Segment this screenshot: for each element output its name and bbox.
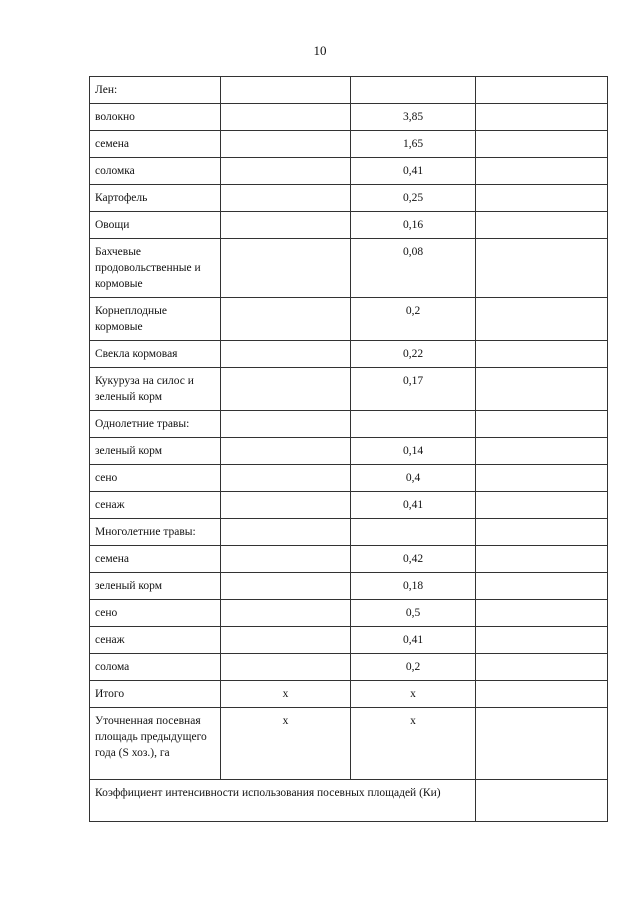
table-row: [90, 438, 608, 465]
table-row: [90, 573, 608, 600]
value-cell-2: [221, 465, 351, 492]
value-cell-2: [221, 600, 351, 627]
value-cell-3: 0,4: [351, 465, 476, 492]
row-label-cell: Уточненная посевная площадь предыдущего года (S хоз.), га: [90, 708, 221, 780]
value-cell-2: [221, 341, 351, 368]
value-cell-3: 0,41: [351, 492, 476, 519]
value-cell-2: [221, 77, 351, 104]
value-cell-2: [221, 573, 351, 600]
row-label-cell: Лен:: [90, 77, 221, 104]
table-row: [90, 600, 608, 627]
row-label-cell: семена: [90, 131, 221, 158]
value-cell-2: [221, 492, 351, 519]
value-cell-4: [476, 158, 608, 185]
value-cell-2: [221, 411, 351, 438]
row-label-cell: Однолетние травы:: [90, 411, 221, 438]
row-label-cell: семена: [90, 546, 221, 573]
table-row: [90, 546, 608, 573]
row-label-cell: Кукуруза на силос и зеленый корм: [90, 368, 221, 411]
coefficient-label-cell: Коэффициент интенсивности использования посевных площадей (Ки): [90, 780, 476, 822]
value-cell-4: [476, 131, 608, 158]
row-label-cell: Корнеплодные кормовые: [90, 298, 221, 341]
table-row: [90, 185, 608, 212]
value-cell-3: 0,41: [351, 158, 476, 185]
row-label-cell: Итого: [90, 681, 221, 708]
row-label-cell: Свекла кормовая: [90, 341, 221, 368]
value-cell-2: [221, 185, 351, 212]
value-cell-3: 0,16: [351, 212, 476, 239]
coefficient-value-cell: [476, 780, 608, 822]
table-body: [90, 77, 608, 822]
value-cell-2: [221, 519, 351, 546]
value-cell-3: 0,17: [351, 368, 476, 411]
table-row: [90, 654, 608, 681]
value-cell-3: [351, 77, 476, 104]
table-row: [90, 627, 608, 654]
table-row: [90, 77, 608, 104]
value-cell-4: [476, 546, 608, 573]
value-cell-2: [221, 212, 351, 239]
value-cell-3: 0,08: [351, 239, 476, 298]
value-cell-4: [476, 368, 608, 411]
row-label-cell: соломка: [90, 158, 221, 185]
value-cell-2: [221, 131, 351, 158]
value-cell-4: [476, 298, 608, 341]
value-cell-4: [476, 465, 608, 492]
value-cell-2: [221, 654, 351, 681]
value-cell-2: [221, 239, 351, 298]
value-cell-4: [476, 212, 608, 239]
table-row: [90, 212, 608, 239]
value-cell-4: [476, 573, 608, 600]
value-cell-4: [476, 708, 608, 780]
row-label-cell: солома: [90, 654, 221, 681]
value-cell-3: х: [351, 708, 476, 780]
value-cell-3: 0,41: [351, 627, 476, 654]
value-cell-3: 0,14: [351, 438, 476, 465]
table-row: [90, 341, 608, 368]
value-cell-3: 0,5: [351, 600, 476, 627]
row-label-cell: сенаж: [90, 627, 221, 654]
value-cell-2: [221, 104, 351, 131]
value-cell-4: [476, 104, 608, 131]
table-row: [90, 239, 608, 298]
value-cell-3: 3,85: [351, 104, 476, 131]
value-cell-3: 0,22: [351, 341, 476, 368]
value-cell-3: х: [351, 681, 476, 708]
value-cell-3: 0,25: [351, 185, 476, 212]
page-number: 10: [313, 43, 327, 58]
value-cell-2: [221, 298, 351, 341]
value-cell-3: 0,2: [351, 654, 476, 681]
value-cell-4: [476, 600, 608, 627]
table-row: [90, 104, 608, 131]
value-cell-3: [351, 519, 476, 546]
value-cell-2: [221, 158, 351, 185]
value-cell-4: [476, 519, 608, 546]
value-cell-2: [221, 438, 351, 465]
value-cell-4: [476, 77, 608, 104]
value-cell-3: [351, 411, 476, 438]
value-cell-2: х: [221, 681, 351, 708]
value-cell-4: [476, 438, 608, 465]
value-cell-3: 0,42: [351, 546, 476, 573]
row-label-cell: сено: [90, 465, 221, 492]
value-cell-2: [221, 368, 351, 411]
value-cell-4: [476, 627, 608, 654]
value-cell-4: [476, 341, 608, 368]
table-row: [90, 298, 608, 341]
table-row: [90, 411, 608, 438]
row-label-cell: Овощи: [90, 212, 221, 239]
row-label-cell: зеленый корм: [90, 438, 221, 465]
value-cell-2: х: [221, 708, 351, 780]
table-row: [90, 519, 608, 546]
value-cell-3: 0,2: [351, 298, 476, 341]
value-cell-3: 0,18: [351, 573, 476, 600]
value-cell-4: [476, 239, 608, 298]
value-cell-3: 1,65: [351, 131, 476, 158]
table-row: [90, 131, 608, 158]
row-label-cell: Картофель: [90, 185, 221, 212]
row-label-cell: Бахчевые продовольственные и кормовые: [90, 239, 221, 298]
row-label-cell: сенаж: [90, 492, 221, 519]
table-row: [90, 681, 608, 708]
table-row: [90, 708, 608, 780]
row-label-cell: сено: [90, 600, 221, 627]
row-label-cell: зеленый корм: [90, 573, 221, 600]
value-cell-4: [476, 185, 608, 212]
table-row: [90, 492, 608, 519]
crop-coefficient-table: [89, 76, 608, 822]
table-row: [90, 465, 608, 492]
table-row: [90, 368, 608, 411]
value-cell-4: [476, 411, 608, 438]
value-cell-2: [221, 627, 351, 654]
table-row: [90, 158, 608, 185]
value-cell-4: [476, 681, 608, 708]
row-label-cell: волокно: [90, 104, 221, 131]
coefficient-row: [90, 780, 608, 822]
row-label-cell: Многолетние травы:: [90, 519, 221, 546]
value-cell-4: [476, 654, 608, 681]
value-cell-2: [221, 546, 351, 573]
value-cell-4: [476, 492, 608, 519]
